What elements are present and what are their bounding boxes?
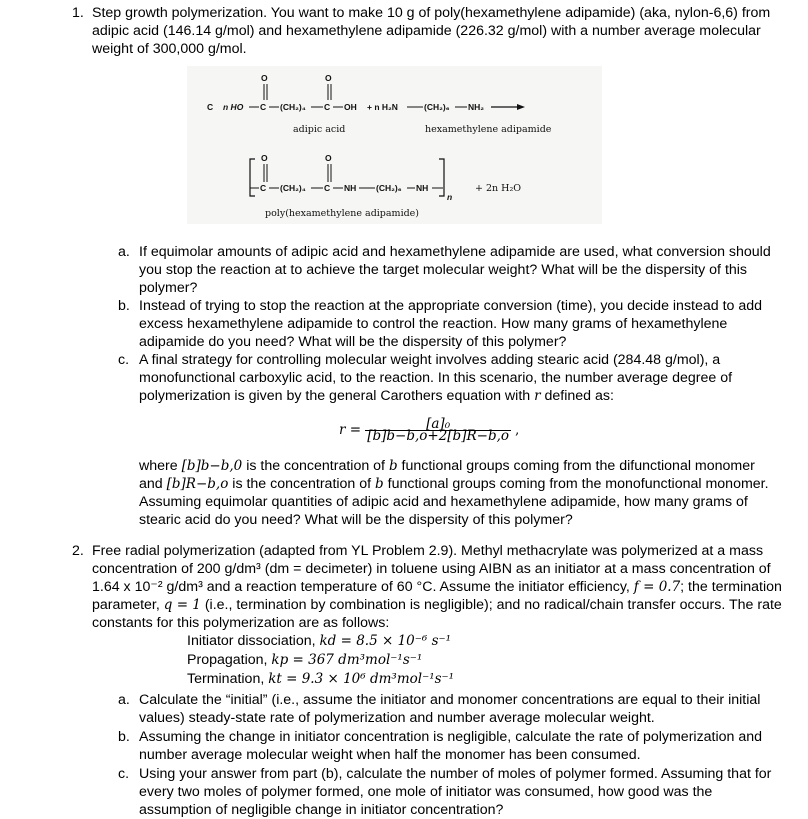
scheme-line1-o1: O: [261, 73, 268, 83]
rate-initiator-value: kd = 8.5 × 10⁻⁶ s⁻¹: [319, 633, 452, 649]
scheme-line2-o1: O: [261, 153, 268, 163]
question-2c-label: c.: [118, 766, 130, 782]
question-1c-where-text: [139, 457, 779, 529]
where-b-variable-2: b: [375, 476, 384, 492]
where-symbol-monofunctional: [b]R−b,o: [166, 476, 229, 492]
question-1-number: 1.: [72, 5, 84, 21]
scheme-line2-nh2: NH: [416, 183, 429, 193]
equation-tail: ,: [515, 423, 520, 438]
scheme-line1-oh: OH: [344, 102, 357, 112]
question-2-text-part2: ; the termination parameter,: [92, 579, 782, 613]
question-1c-r-variable: r: [534, 388, 541, 404]
question-1a-text: If equimolar amounts of adipic acid and hexamethylene adipamide are used, what conversion should you stop the reaction at to achieve the target molecular weight? What will be the dispersity of this polymer?: [139, 244, 771, 296]
question-2b-text: Assuming the change in initiator concentration is negligible, calculate the rate of polymerization and number average molecular weight when half the monomer has been consumed.: [139, 729, 763, 763]
equation-fraction: [365, 416, 511, 444]
question-1c-text-part2: defined as:: [540, 388, 614, 404]
rate-initiator-label: Initiator dissociation,: [187, 633, 320, 649]
rate-constant-propagation: [187, 651, 422, 669]
where-post-1: functional groups coming from the difunctional monomer and: [139, 458, 755, 492]
initiator-efficiency: f = 0.7: [633, 579, 681, 595]
question-1c-text: [139, 351, 779, 405]
carothers-r-equation: [339, 416, 520, 444]
question-1c-text-part1: A final strategy for controlling molecular weight involves adding stearic acid (284.48 g/mol), a monofunctional carboxylic acid, to the reaction. In this scenario, the number average degree of polymerization is given by the general Carothers equation with: [139, 352, 733, 404]
scheme-line1-ch2-4: (CH₂)₄: [280, 102, 306, 112]
equation-numerator: [a]₀: [365, 419, 511, 431]
scheme-line1-h2n: + n H₂N: [367, 102, 398, 112]
scheme-line1-c: C: [207, 102, 214, 112]
question-1b-text: Instead of trying to stop the reaction at the appropriate conversion (time), you decide instead to add excess hexamethylene adipamide to control the reaction. How many grams of hexamethylene adipamide do you need? What will be the dispersity of this polymer?: [139, 298, 763, 350]
question-2-text-part3: (i.e., termination by combination is negligible); and no radical/chain transfer occurs. The rate constants for this polymerization are as follows:: [92, 597, 782, 631]
where-mid-1: is the concentration of: [242, 458, 389, 474]
question-2-text-part1: Free radial polymerization (adapted from YL Problem 2.9). Methyl methacrylate was polymerized at a mass concentration of 200 g/dm³ (dm = decimeter) in toluene using AIBN as an initiator at a mass concentration of 1.64 x 10⁻² g/dm³ and a reaction temperature of 60 °C. Assume the initiator efficiency,: [92, 543, 771, 595]
question-1b-label: b.: [118, 298, 130, 314]
scheme-label-hexamethylene-adipamide: hexamethylene adipamide: [425, 124, 552, 135]
rate-propagation-value: kp = 367 dm³mol⁻¹s⁻¹: [271, 652, 423, 668]
scheme-line2-c1: C: [260, 183, 267, 193]
scheme-line2-c2: C: [324, 183, 331, 193]
scheme-byproduct: + 2n H₂O: [475, 183, 522, 194]
where-post-2: functional groups coming from the monofunctional monomer. Assuming equimolar quantities of adipic acid and hexamethylene adipamide, how many grams of stearic acid do you need? What will be the dispersity of this polymer?: [139, 476, 769, 528]
scheme-line2-nh1: NH: [344, 183, 357, 193]
where-prefix: where: [139, 458, 182, 474]
where-mid-2: is the concentration of: [228, 476, 376, 492]
scheme-line2-o2: O: [325, 153, 332, 163]
scheme-line1-nho: n HO: [223, 102, 244, 112]
question-2-number: 2.: [72, 543, 84, 559]
scheme-line2-n: n: [447, 192, 453, 202]
scheme-line1-c1: C: [260, 102, 267, 112]
termination-parameter: q = 1: [163, 597, 201, 613]
scheme-label-adipic-acid: adipic acid: [293, 124, 346, 135]
scheme-line2-ch2-6: (CH₂)₆: [376, 183, 402, 193]
rate-constant-termination: [187, 670, 454, 688]
reaction-scheme: [187, 66, 602, 224]
rate-constant-initiator: [187, 632, 451, 650]
rate-termination-value: kt = 9.3 × 10⁶ dm³mol⁻¹s⁻¹: [268, 671, 455, 687]
scheme-line1-ch2-6: (CH₂)₆: [424, 102, 450, 112]
reaction-scheme-drawing: [187, 66, 602, 224]
question-2-text: [92, 542, 782, 632]
scheme-line1-nh2: NH₂: [468, 102, 485, 112]
question-2b-label: b.: [118, 729, 130, 745]
where-b-variable-1: b: [388, 458, 398, 474]
question-2a-text: Calculate the “initial” (i.e., assume the initiator and monomer concentrations are equal to their initial values) steady-state rate of polymerization and number average molecular weight.: [139, 692, 761, 726]
equation-lhs: r =: [339, 422, 362, 438]
question-2c-text: Using your answer from part (b), calculate the number of moles of polymer formed. Assuming that for every two moles of polymer formed, one mole of initiator was consumed, how good was the assumption of negligible change in initiator concentration?: [139, 766, 772, 818]
scheme-line2-ch2-4: (CH₂)₄: [280, 183, 306, 193]
scheme-line1-c2: C: [324, 102, 331, 112]
rate-termination-label: Termination,: [187, 671, 269, 687]
scheme-line1-o2: O: [325, 73, 332, 83]
question-1-text: Step growth polymerization. You want to make 10 g of poly(hexamethylene adipamide) (aka, nylon-6,6) from adipic acid (146.14 g/mol) and hexamethylene adipamide (226.32 g/mol) with a number average molecular weight of 300,000 g/mol.: [92, 5, 771, 57]
where-symbol-difunctional: [b]b−b,0: [181, 458, 243, 474]
scheme-label-product: poly(hexamethylene adipamide): [265, 208, 420, 219]
question-2a-label: a.: [118, 692, 130, 708]
rate-propagation-label: Propagation,: [187, 652, 272, 668]
question-1c-label: c.: [118, 352, 130, 368]
equation-denominator: [b]b−b,o+2[b]R−b,o: [367, 428, 510, 444]
question-1a-label: a.: [118, 244, 130, 260]
